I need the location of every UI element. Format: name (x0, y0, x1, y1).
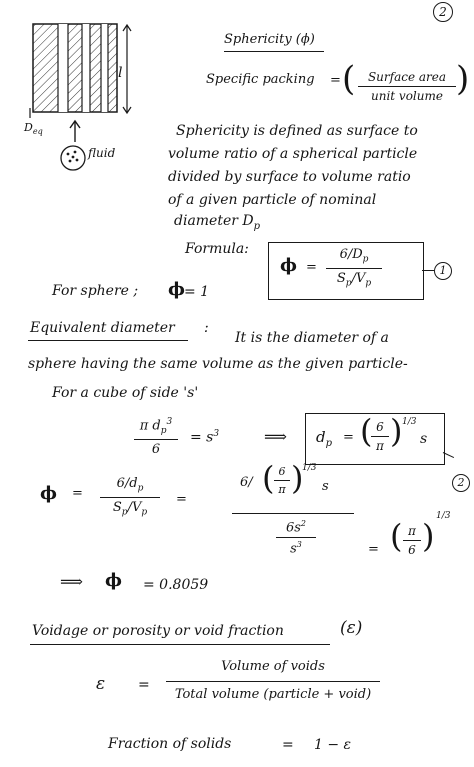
packing-close-paren: ) (456, 59, 470, 99)
packing-numerator: Surface area (367, 70, 447, 84)
solids-equals: = (282, 737, 294, 753)
formula-fraction (326, 248, 382, 288)
derivation-fraction-2-denominator: $6s^2$ $s^3$ (276, 520, 316, 556)
solids-value: 1 − ε (314, 737, 352, 753)
equivalent-diameter-heading: Equivalent diameter (30, 320, 175, 336)
length-label: l (118, 65, 123, 81)
equivalent-heading-underline (28, 340, 188, 341)
result-value: = 0.8059 (143, 577, 209, 593)
implies-arrow-2: ⟹ (60, 572, 83, 591)
f2-power: 1/3 (302, 463, 317, 473)
sphere-text: For sphere ; (52, 283, 139, 299)
dp-tag: 2 (452, 474, 470, 492)
deq-label: $D_{eq}$ (24, 121, 43, 137)
voidage-denominator: Total volume (particle + void) (174, 687, 372, 702)
f2-close-paren: ) (291, 459, 304, 497)
voidage-numerator: Volume of voids (221, 659, 325, 674)
cube-volume-rhs: = $s^3$ (190, 429, 220, 446)
specific-packing-fraction (358, 71, 456, 102)
cube-volume-denominator: 6 (151, 441, 161, 457)
bed-channel-1 (58, 24, 68, 112)
bed-channel-2 (82, 24, 90, 112)
packing-equals: = (330, 73, 341, 88)
sphere-value: = 1 (184, 284, 210, 300)
equivalent-line-2: sphere having the same volume as the given particle- (28, 356, 408, 372)
f2-side: s (322, 479, 329, 494)
derivation-fraction-2-numerator: 6/ (240, 475, 253, 490)
voidage-epsilon: ε (96, 674, 106, 694)
f3-power: 1/3 (436, 511, 451, 521)
sphere-phi: ϕ (168, 279, 185, 300)
packing-denominator: unit volume (371, 89, 443, 103)
definition-subscript: p (253, 220, 261, 232)
definition-line-1: Sphericity is defined as surface to (176, 123, 418, 139)
deq-subscript: eq (32, 127, 43, 137)
f3-fraction: π 6 (403, 525, 421, 556)
definition-line-4: of a given particle of nominal (168, 192, 377, 208)
dp-side: s (420, 431, 428, 447)
voidage-heading-underline (30, 644, 330, 645)
formula-equals: = (306, 260, 317, 275)
f3-close-paren: ) (422, 517, 435, 555)
dp-power: 1/3 (402, 417, 417, 427)
formula-numerator: $6/D_p$ (339, 247, 369, 265)
specific-packing-label: Specific packing (206, 72, 315, 87)
f2-inner-fraction: 6 π (274, 466, 290, 495)
derivation-equals-3: = (368, 542, 379, 557)
derivation-fraction-1: $6/d_p$ $S_p/V_p$ (100, 477, 160, 517)
dp-equals: = (343, 430, 354, 445)
derivation-fraction-2-bar (232, 513, 354, 514)
fluid-label: fluid (88, 146, 116, 160)
equivalent-line-1: It is the diameter of a (235, 330, 389, 346)
definition-line-5: diameter $D_p$ (174, 213, 261, 232)
derivation-equals-2: = (176, 492, 187, 507)
packing-open-paren: ( (342, 59, 356, 99)
voidage-fraction (166, 660, 380, 701)
sphericity-title-underline (224, 51, 324, 52)
sphericity-title: Sphericity (ϕ) (224, 32, 315, 47)
voidage-heading: Voidage or porosity or void fraction (32, 623, 284, 639)
bed-channel-3 (101, 24, 108, 112)
dp-fraction: 6 π (371, 421, 389, 452)
dp-open-paren: ( (360, 412, 373, 450)
f3-open-paren: ( (390, 517, 403, 555)
voidage-symbol: (ε) (340, 618, 363, 638)
formula-phi: ϕ (280, 255, 297, 276)
derivation-phi: ϕ (40, 483, 57, 504)
dp-lhs: $d_p$ (316, 428, 333, 449)
dp-close-paren: ) (390, 412, 403, 450)
f2-open-paren: ( (262, 459, 275, 497)
implies-arrow-1: ⟹ (264, 427, 287, 446)
result-phi: ϕ (105, 570, 122, 591)
formula-tag-leader (422, 270, 434, 271)
formula-denominator: $S_p/V_p$ (336, 270, 372, 289)
formula-tag: 1 (434, 262, 452, 280)
cube-text: For a cube of side 's' (52, 385, 199, 401)
cube-volume-numerator: π $d_p^3$ (139, 417, 173, 436)
cube-volume-fraction (134, 418, 178, 456)
formula-label: Formula: (185, 241, 249, 257)
solids-label: Fraction of solids (108, 736, 232, 752)
derivation-equals-1: = (72, 486, 83, 501)
definition-line-3: divided by surface to volume ratio (168, 169, 411, 185)
definition-line-2: volume ratio of a spherical particle (168, 146, 418, 162)
voidage-equals: = (138, 677, 150, 693)
page-number-text: 2 (439, 5, 447, 19)
equivalent-colon: : (204, 320, 209, 336)
